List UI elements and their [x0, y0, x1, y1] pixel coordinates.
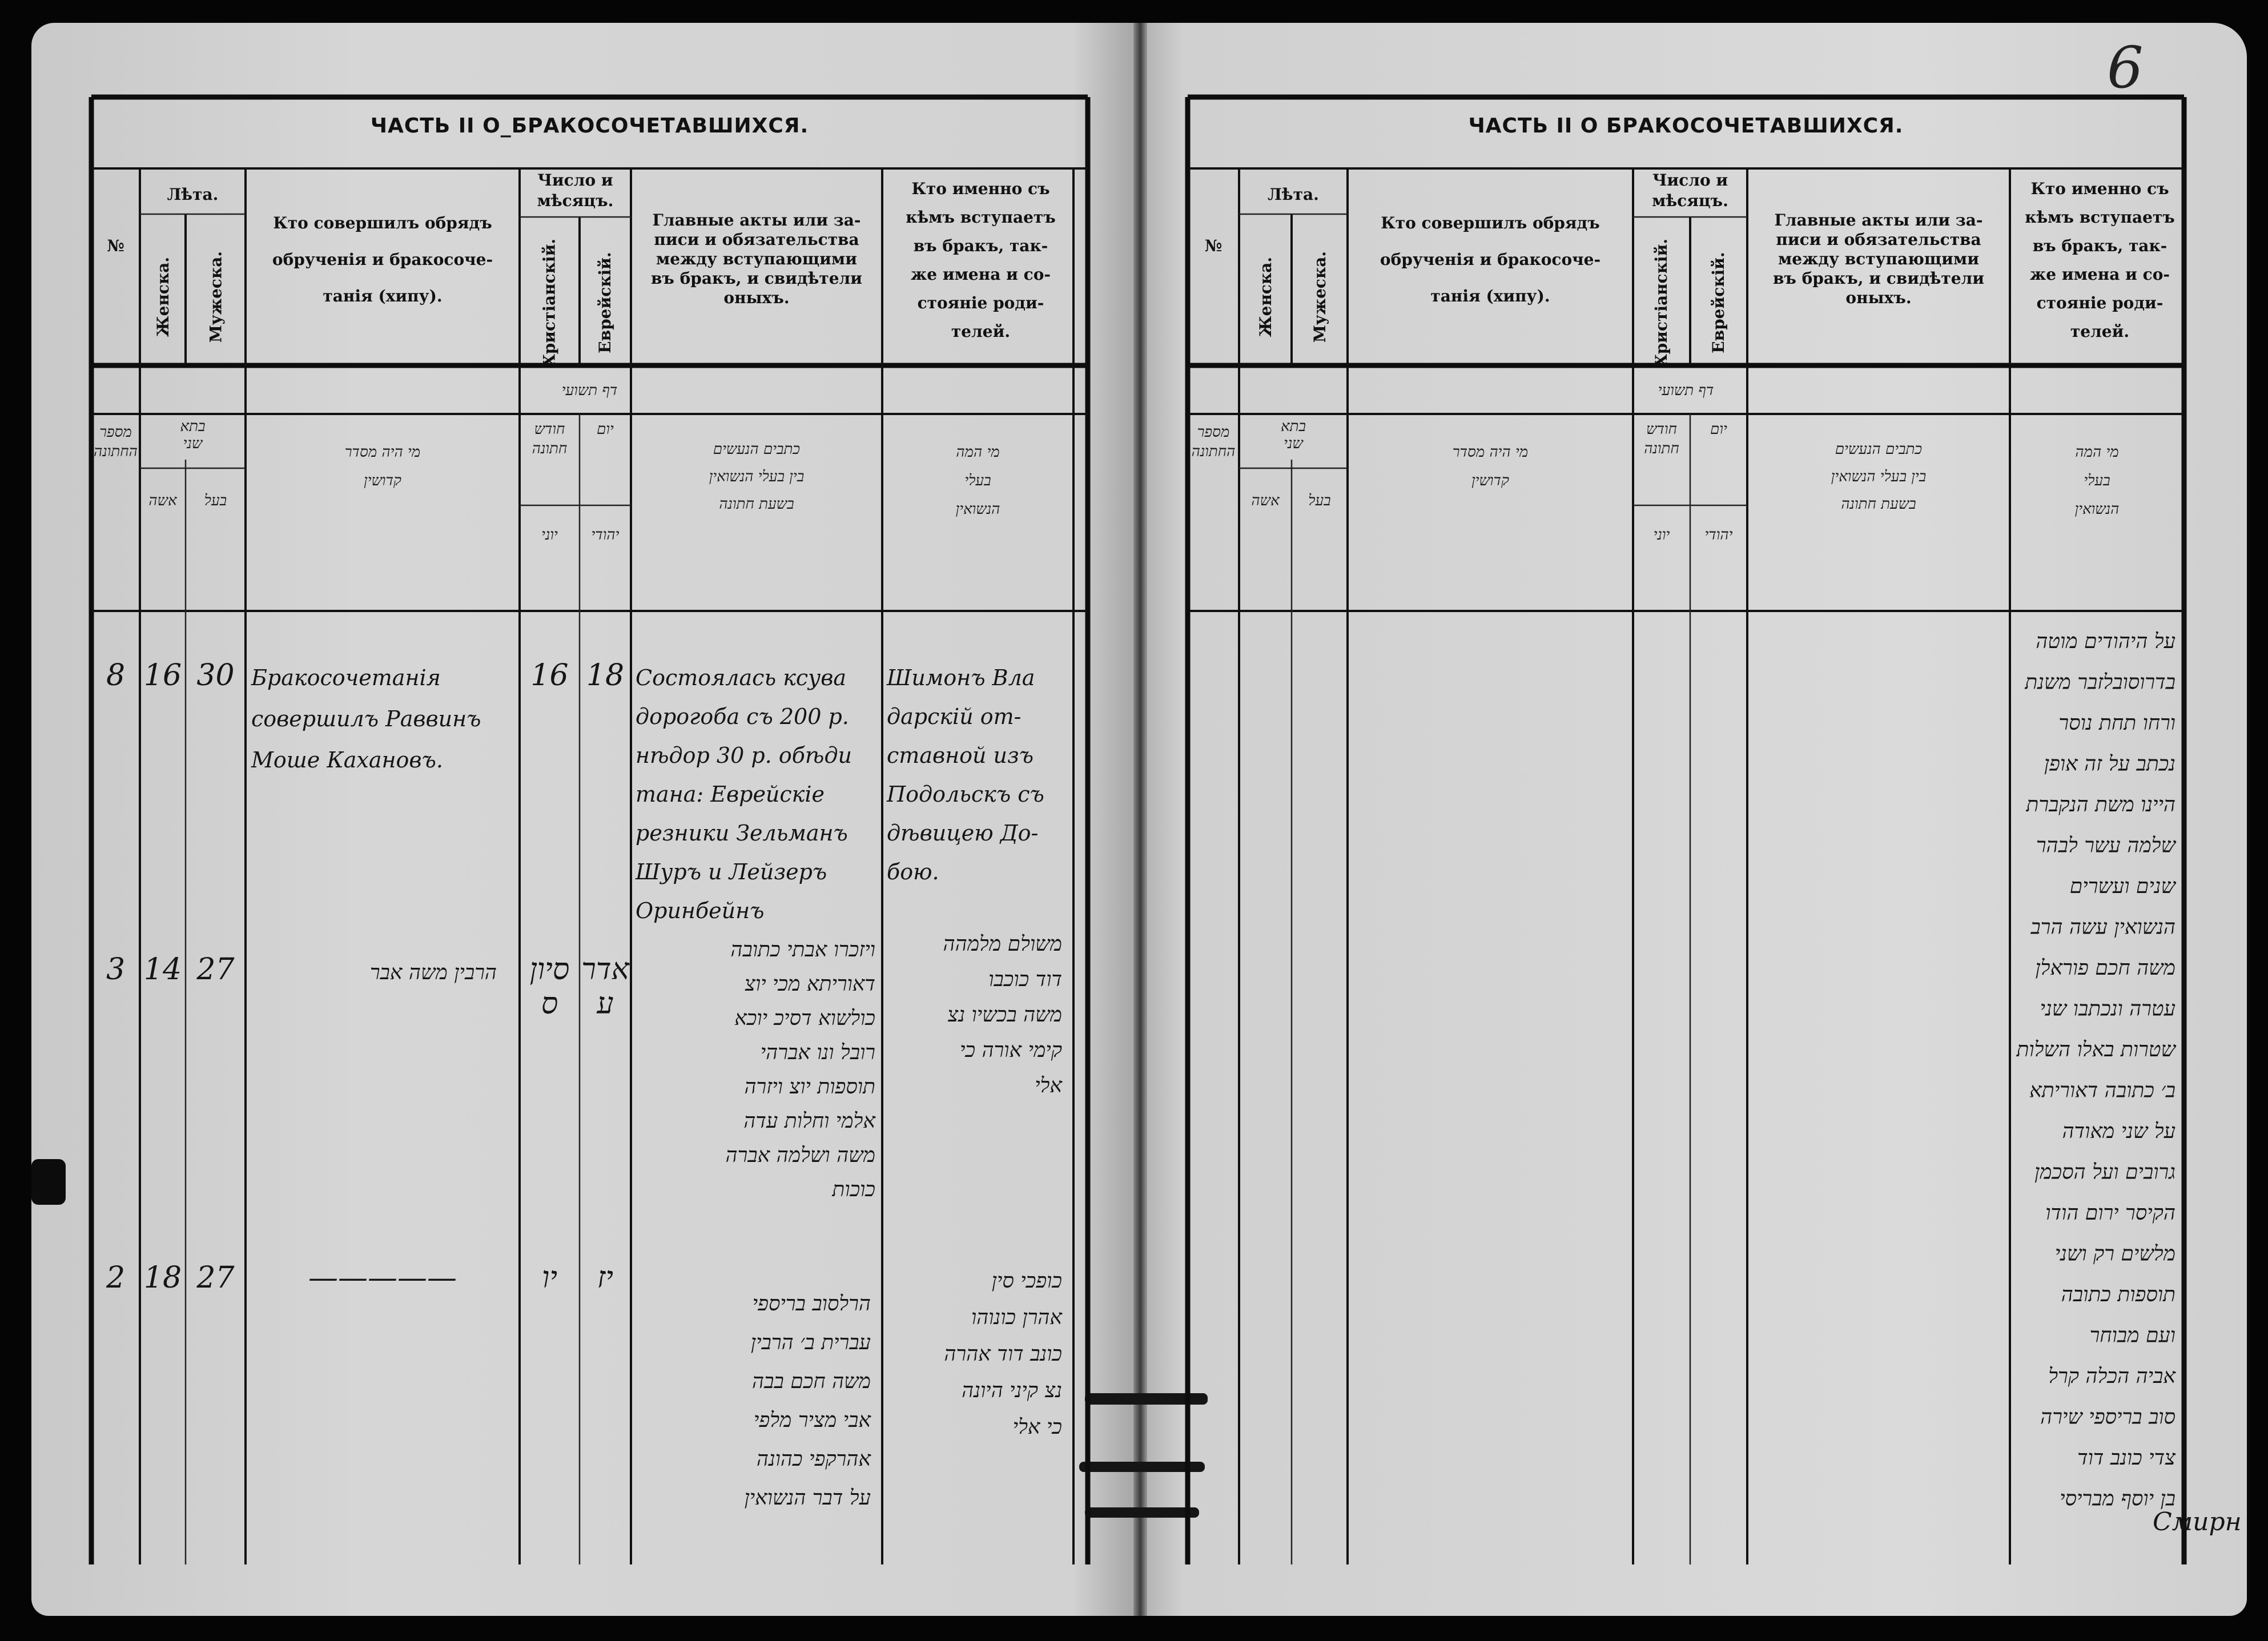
marginal-note: ועם מבוחר	[2089, 1324, 2175, 1348]
hebrew-subheader: החתונה	[1191, 443, 1236, 460]
hebrew-subheader: יום	[597, 421, 614, 438]
entry-acts: нѣдор 30 р. обѣди	[636, 743, 852, 768]
marginal-note: סוב בריספי שירה	[2040, 1405, 2175, 1429]
hebrew-subheader: חודש	[1646, 421, 1677, 438]
hebrew-subheader: כתבים הנעשים	[713, 441, 801, 458]
entry-female-age: 16	[143, 658, 182, 693]
header-acts: писи и обязательства	[1776, 230, 1981, 249]
header-officiant: танія (хипу).	[1430, 287, 1550, 305]
marginal-note: שטרות באלו השלות	[2016, 1038, 2175, 1061]
entry-female-age: 14	[143, 952, 182, 987]
hebrew-subheader: יהודי	[591, 526, 620, 544]
header-officiant: обрученія и бракосоче-	[1380, 250, 1601, 269]
header-female: Женска.	[1256, 256, 1275, 337]
page-title: ЧАСТЬ II О_БРАКОСОЧЕТАВШИХСЯ.	[370, 114, 809, 138]
hebrew-subheader: בעלי	[964, 472, 991, 489]
entry-who: бою.	[887, 859, 939, 884]
header-number: №	[107, 236, 124, 255]
header-who: стояніе роди-	[2036, 293, 2164, 312]
entry-christian-date: ס	[541, 987, 558, 1021]
header-acts: оныхъ.	[723, 288, 790, 307]
entry-acts: אלמי וחלות עדה	[743, 1109, 875, 1133]
entry-jewish-date: יז	[597, 1261, 614, 1295]
header-acts: Главные акты или за-	[1774, 211, 1983, 230]
entry-who: Подольскъ съ	[887, 782, 1044, 807]
header-date: мѣсяцъ.	[537, 191, 614, 210]
header-acts: Главные акты или за-	[652, 211, 861, 230]
header-who: стояніе роди-	[917, 293, 1044, 312]
entry-acts: ויזכרו אבתי כתובה	[730, 938, 875, 962]
marginal-note: הנשואין עשה הרב	[2030, 915, 2175, 939]
signature: Смирн	[2153, 1507, 2242, 1537]
hebrew-subheader: בשעת חתונה	[719, 496, 794, 513]
header-years: Лѣта.	[167, 185, 219, 204]
entry-number: 8	[106, 658, 126, 693]
entry-who: כופכי סין	[991, 1269, 1062, 1293]
entry-male-age: 30	[196, 658, 235, 693]
entry-jewish-date: ע	[597, 987, 614, 1021]
marginal-note: ורחו תחת נוסר	[2058, 711, 2175, 735]
header-male: Мужеска.	[206, 251, 226, 343]
header-acts: между вступающими	[1778, 250, 1980, 268]
marginal-note: על היהודים מוטה	[2036, 630, 2175, 653]
entry-acts: резники Зельманъ	[636, 820, 848, 846]
hebrew-subheader: הנשואין	[2074, 501, 2120, 518]
marginal-note: מלשים רק ושני	[2054, 1242, 2175, 1266]
entry-officiant: Моше Кахановъ.	[251, 747, 443, 773]
header-who: въ бракъ, так-	[913, 236, 1048, 255]
entry-who: כונב דוד אהרה	[944, 1342, 1062, 1366]
entry-acts: אהרקפי כהונה	[756, 1447, 871, 1471]
hebrew-subheader: יוני	[541, 526, 558, 544]
entry-who: נצ קיני היונה	[962, 1379, 1062, 1402]
entry-who: דוד כוכבו	[988, 968, 1062, 991]
entry-christian-date: סיון	[529, 952, 570, 987]
hebrew-subheader: אשה	[1251, 492, 1280, 509]
marginal-note: עטרה ונכתבו שני	[2040, 997, 2175, 1021]
header-officiant: обрученія и бракосоче-	[272, 250, 493, 269]
header-who: Кто именно съ	[2030, 179, 2169, 198]
marginal-note: שנים ועשרים	[2069, 875, 2175, 898]
entry-male-age: 27	[196, 1261, 235, 1295]
entry-acts: הרלסוב בריספי	[752, 1292, 871, 1316]
header-who: же имена и со-	[911, 265, 1051, 284]
hebrew-subheader: בין בעלי הנשואין	[1831, 468, 1927, 485]
entry-jewish-date: 18	[586, 658, 625, 693]
entry-who: אהרן כונוהו	[971, 1306, 1062, 1329]
header-date: Число и	[537, 171, 613, 190]
entry-who: ставной изъ	[887, 743, 1034, 768]
header-who: телей.	[2070, 322, 2130, 341]
hebrew-subheader: מי המה	[956, 444, 1000, 461]
entry-acts: עברית ב׳ הרבין	[750, 1331, 871, 1354]
entry-female-age: 18	[143, 1261, 182, 1295]
header-acts: между вступающими	[656, 250, 858, 268]
hebrew-subheader: בתא	[1281, 418, 1306, 435]
header-who: телей.	[951, 322, 1011, 341]
header-who: Кто именно съ	[911, 179, 1050, 198]
header-who: же имена и со-	[2030, 265, 2170, 284]
entry-who: קימי אורה כי	[960, 1039, 1062, 1062]
header-acts: въ бракъ, и свидѣтели	[1772, 269, 1985, 288]
marginal-note: היינו משת הנקברת	[2026, 793, 2175, 817]
header-officiant: танія (хипу).	[323, 287, 443, 305]
header-jewish: Еврейскій.	[596, 252, 614, 353]
hebrew-subheader: מי היה מסדר	[344, 444, 421, 461]
hebrew-subheader: שני	[1284, 435, 1303, 452]
hebrew-subheader: כתבים הנעשים	[1835, 441, 1923, 458]
header-date: Число и	[1652, 171, 1728, 190]
entry-who: Шимонъ Вла	[887, 665, 1035, 690]
entry-male-age: 27	[196, 952, 235, 987]
marginal-note: גרובים ועל הסכמן	[2034, 1160, 2175, 1184]
entry-acts: כוכות	[832, 1178, 875, 1201]
hebrew-subheader: חתונה	[1644, 440, 1679, 457]
entry-acts: תוספות יוצ ויזרה	[744, 1075, 875, 1099]
entry-christian-date: 16	[530, 658, 569, 693]
entry-acts: Шуръ и Лейзеръ	[636, 859, 827, 884]
entry-acts: רובל ונו אברהי	[760, 1041, 875, 1064]
entry-acts: тана: Еврейскіе	[636, 782, 825, 807]
marginal-note: בן יוסף מבריסי	[2060, 1487, 2175, 1511]
header-who: въ бракъ, так-	[2032, 236, 2168, 255]
header-acts: въ бракъ, и свидѣтели	[650, 269, 863, 288]
entry-who: כי אלי	[1012, 1415, 1062, 1439]
hebrew-subheader: אשה	[148, 492, 177, 509]
hebrew-header: דף תשועי	[1658, 382, 1714, 399]
entry-acts: משה חכם בבה	[752, 1370, 871, 1393]
hebrew-subheader: יוני	[1653, 526, 1670, 544]
entry-acts: Состоялась ксува	[636, 665, 846, 690]
header-christian: Христіанскій.	[540, 238, 559, 367]
entry-acts: אבי מציר מלפי	[753, 1409, 871, 1432]
header-number: №	[1204, 236, 1223, 255]
header-male: Мужеска.	[1310, 251, 1329, 343]
marginal-note: בדרוסובלזבר משנת	[2025, 670, 2175, 694]
marginal-note: שלמה עשר לבהר	[2036, 834, 2175, 858]
marginal-note: תוספות כתובה	[2061, 1283, 2175, 1306]
marginal-note: צדי כונב דוד	[2077, 1446, 2175, 1470]
header-who: кѣмъ вступаетъ	[906, 208, 1056, 227]
entry-officiant: הרבין משה אבר	[369, 961, 497, 984]
entry-officiant: совершилъ Раввинъ	[251, 706, 481, 731]
header-christian: Христіанскій.	[1652, 238, 1671, 367]
hebrew-subheader: חתונה	[532, 440, 568, 457]
hebrew-subheader: מי היה מסדר	[1452, 444, 1529, 461]
header-acts: писи и обязательства	[654, 230, 859, 249]
hebrew-subheader: קדושין	[1471, 472, 1509, 489]
entry-who: משולם מלמהה	[943, 932, 1062, 956]
entry-acts: כולשוא דסיכ יוכא	[734, 1007, 875, 1030]
header-acts: оныхъ.	[1845, 288, 1912, 307]
hebrew-subheader: יום	[1710, 421, 1727, 438]
header-officiant: Кто совершилъ обрядъ	[273, 214, 492, 232]
entry-acts: משה ושלמה אברה	[725, 1144, 875, 1167]
entry-officiant: —————	[308, 1261, 457, 1295]
marginal-note: נכתב על זה אופן	[2044, 752, 2175, 776]
page-number: 6	[2107, 34, 2144, 101]
hebrew-subheader: יהודי	[1704, 526, 1733, 544]
hebrew-subheader: בשעת חתונה	[1841, 496, 1916, 513]
entry-acts: дорогоба съ 200 р.	[636, 704, 849, 729]
marginal-note: על שני מאודה	[2062, 1120, 2175, 1143]
hebrew-subheader: שני	[183, 435, 203, 452]
hebrew-subheader: בעלי	[2084, 472, 2110, 489]
hebrew-subheader: חודש	[534, 421, 565, 438]
hebrew-subheader: מי המה	[2075, 444, 2119, 461]
hebrew-header: דף תשועי	[561, 382, 618, 399]
entry-officiant: Бракосочетанія	[251, 665, 441, 690]
entry-acts: Оринбейнъ	[636, 898, 765, 923]
hebrew-subheader: מספר	[99, 424, 132, 441]
marginal-note: משה חכם פוראלן	[2035, 956, 2175, 980]
header-date: мѣсяцъ.	[1652, 191, 1728, 210]
entry-jewish-date: אדר	[581, 952, 629, 987]
hebrew-subheader: בעל	[204, 492, 227, 509]
hebrew-subheader: בתא	[180, 418, 206, 435]
header-female: Женска.	[154, 256, 172, 337]
entry-who: משה בכשיו נצ	[947, 1003, 1062, 1027]
hebrew-subheader: בעל	[1308, 492, 1331, 509]
entry-who: дѣвицею До-	[887, 820, 1039, 846]
header-officiant: Кто совершилъ обрядъ	[1381, 214, 1600, 232]
hebrew-subheader: החתונה	[94, 443, 138, 460]
header-years: Лѣта.	[1268, 185, 1319, 204]
entry-christian-date: יו	[542, 1261, 557, 1295]
header-jewish: Еврейскій.	[1709, 252, 1728, 353]
entry-acts: על דבר הנשואין	[744, 1486, 871, 1510]
hebrew-subheader: הנשואין	[955, 501, 1000, 518]
hebrew-subheader: קדושין	[364, 472, 401, 489]
marginal-note: ב׳ כתובה דאוריתא	[2029, 1079, 2175, 1103]
entry-who: дарскій от-	[887, 704, 1022, 729]
entry-who: אלי	[1035, 1074, 1062, 1097]
hebrew-subheader: מספר	[1197, 424, 1230, 441]
page-title: ЧАСТЬ II О БРАКОСОЧЕТАВШИХСЯ.	[1468, 114, 1904, 138]
hebrew-subheader: בין בעלי הנשואין	[709, 468, 805, 485]
entry-acts: דאוריתא מכי יוצ	[745, 972, 875, 996]
entry-number: 3	[106, 952, 126, 987]
marginal-note: הקיסר ירום הודו	[2045, 1201, 2175, 1225]
entry-number: 2	[106, 1261, 126, 1295]
marginal-note: אביה הכלה קרל	[2048, 1365, 2175, 1388]
header-who: кѣмъ вступаетъ	[2025, 208, 2175, 227]
